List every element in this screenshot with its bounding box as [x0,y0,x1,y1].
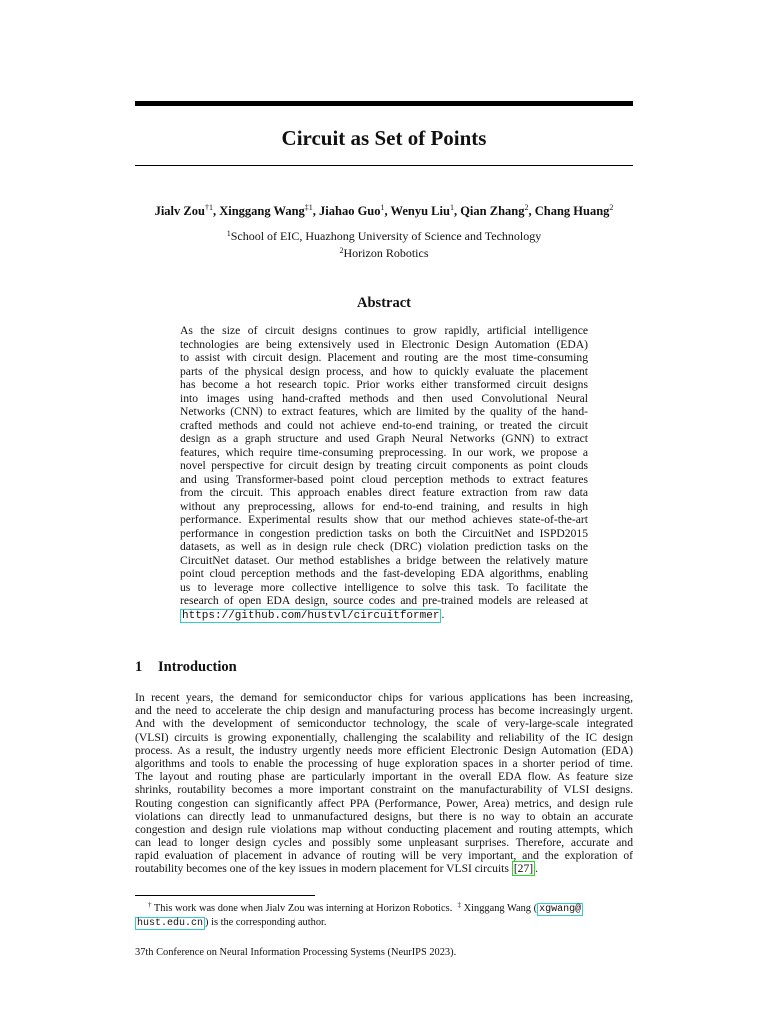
title-top-rule [135,101,633,106]
abstract-line: performance in congestion prediction tasks on both the CircuitNet and ISPD2015 [180,526,588,540]
abstract-line: research of open EDA design, source codes and pre-trained models are released at [180,594,588,607]
affiliation-text: School of EIC, Huazhong University of Science and Technology [230,229,542,243]
affiliations [135,227,633,260]
abstract-line: technologies are being extensively used in Electronic Design Automation (EDA) [180,337,588,351]
author-marks: 2 [524,203,529,212]
affiliation-line [135,227,633,244]
dagger-mark: † [148,901,152,909]
intro-line: (VLSI) circuits is growing exponentially, challenging the scalability and reliability of the IC design [135,730,633,744]
abstract-line: to assist with circuit design. Placement and routing are the most time-consuming [180,351,588,364]
abstract-line: point cloud perception methods and the fast-developing EDA algorithms, enabling [180,567,588,580]
section-title: Introduction [158,659,237,675]
author-name: Xinggang Wang [219,204,305,218]
title-bottom-rule [135,165,633,166]
abstract-line: As the size of circuit designs continues to grow rapidly, artificial intelligence [180,324,588,337]
abstract-line: crafted methods and could not achieve end-to-end training, or treated the circuit [180,418,588,432]
citation-link[interactable]: [27] [513,862,534,876]
author-name: Jialv Zou [154,204,205,218]
footnote-line [135,899,633,916]
abstract-line: into images using hand-crafted methods and then used Convolutional Neural [180,391,588,405]
intro-line: In recent years, the demand for semiconductor chips for various applications has been increasing, [135,691,633,704]
abstract-line: performance. Experimental results show that our method achieves state-of-the-art [180,513,588,526]
url-suffix: . [441,607,445,621]
author-marks: ‡1 [304,203,313,212]
abstract-body [180,324,588,621]
footnote-text: ) is the corresponding author. [205,917,327,928]
venue-footer: 37th Conference on Neural Information Processing Systems (NeurIPS 2023). [135,947,457,958]
affiliation-text: Horizon Robotics [343,245,429,260]
email-link-continued[interactable]: hust.edu.cn [137,918,204,929]
author-name: Chang Huang [534,204,610,218]
footnote [135,899,633,930]
author-marks: 1 [449,203,454,212]
abstract-line: parts of the physical design process, and how to quickly evaluate the placement [180,364,588,378]
intro-last-line-text: routability becomes one of the key issues in modern placement for VLSI circuits [135,862,512,876]
intro-line: process. As a result, the industry urgently needs more efficient Electronic Design Automation (EDA) [135,743,633,757]
abstract-line: has become a hot research topic. Prior works either transformed circuit designs [180,378,588,391]
intro-line: shrinks, routability becomes a more important constraint on the manufacturability of VLSI designs. [135,783,633,797]
author-marks: 1 [380,203,385,212]
intro-line: rapid evaluation of placement in advance of routing will be very important, and the exploration of [135,849,633,863]
abstract-line: CircuitNet dataset. Our method establishes a bridge between the relatively mature [180,553,588,567]
abstract-heading: Abstract [357,295,411,311]
email-link[interactable]: xgwang@ [539,904,582,915]
abstract-line: us to leverage more collective intelligence to solve this task. To facilitate the [180,580,588,594]
author-name: Jiahao Guo [319,204,381,218]
author-marks: 2 [609,203,614,212]
footnote-text: This work was done when Jialv Zou was interning at Horizon Robotics. [153,903,453,914]
intro-line: and the need to accelerate the chip design and manufacturing process has become increasingly urgent. [135,704,633,718]
section-number: 1 [135,659,143,675]
intro-line: violations can directly lead to unmanufactured designs, but there is no way to obtain an accurate [135,809,633,823]
abstract-line: from the circuit. This approach enables direct feature extraction from raw data [180,486,588,499]
paper-title: Circuit as Set of Points [281,126,487,150]
affiliation-line [135,244,633,261]
section-heading-introduction [135,657,633,677]
intro-line: algorithms and tools to enable the processing of huge exploration spaces in a shorter period of time. [135,756,633,770]
author-name: Qian Zhang [460,204,525,218]
intro-last-line [135,862,633,875]
intro-last-line-suffix: . [535,862,539,876]
double-dagger-mark: ‡ [457,901,462,909]
intro-line: can lead to longer design cycles and possibly some unpleasant surprises. Therefore, accurate and [135,836,633,850]
author-marks: †1 [204,203,213,212]
abstract-line: datasets, as well as in design rule check (DRC) violation prediction tasks on the [180,540,588,553]
affiliation-mark: 1 [226,229,231,238]
abstract-line: features, which require time-consuming preprocessing. In our work, we propose a [180,445,588,459]
intro-line: Routing congestion can significantly affect PPA (Performance, Power, Area) metrics, and design rule [135,796,633,810]
abstract-url-line [180,608,588,622]
author-list: Jialv Zou$^{\dagger 1}$, Xinggang Wang$^{\ddagger 1}$, Jiahao Guo$^1$, Wenyu Liu$^1$, Qian Zhang$^2$, Chang Huang$^2$ [154,203,614,218]
intro-line: The layout and routing phase are particularly important in the overall EDA flow. As feature size [135,770,633,784]
abstract-line: without any preprocessing, allows for end-to-end training, and results in high [180,499,588,513]
code-url-link[interactable]: https://github.com/hustvl/circuitformer [182,609,440,622]
abstract-line: design as a graph structure and used Graph Neural Networks (GNN) to extract [180,432,588,445]
affiliation-mark: 2 [339,245,344,255]
intro-line: And with the development of semiconductor technology, the scale of very-large-scale integrated [135,717,633,731]
abstract-line: and using Transformer-based point cloud perception methods to extract features [180,472,588,486]
abstract-line: Networks (CNN) to extract features, which are limited by the quality of the hand- [180,405,588,418]
footnote-text: Xinggang Wang ( [463,903,538,914]
intro-line: congestion and design rule violations map without conducting placement and routing attempts, which [135,822,633,836]
author-name: Wenyu Liu [390,204,450,218]
footnote-rule [135,895,315,896]
abstract-line: novel perspective for circuit design by treating circuit components as point clouds [180,459,588,472]
footnote-line [135,916,633,930]
introduction-body [135,691,633,876]
